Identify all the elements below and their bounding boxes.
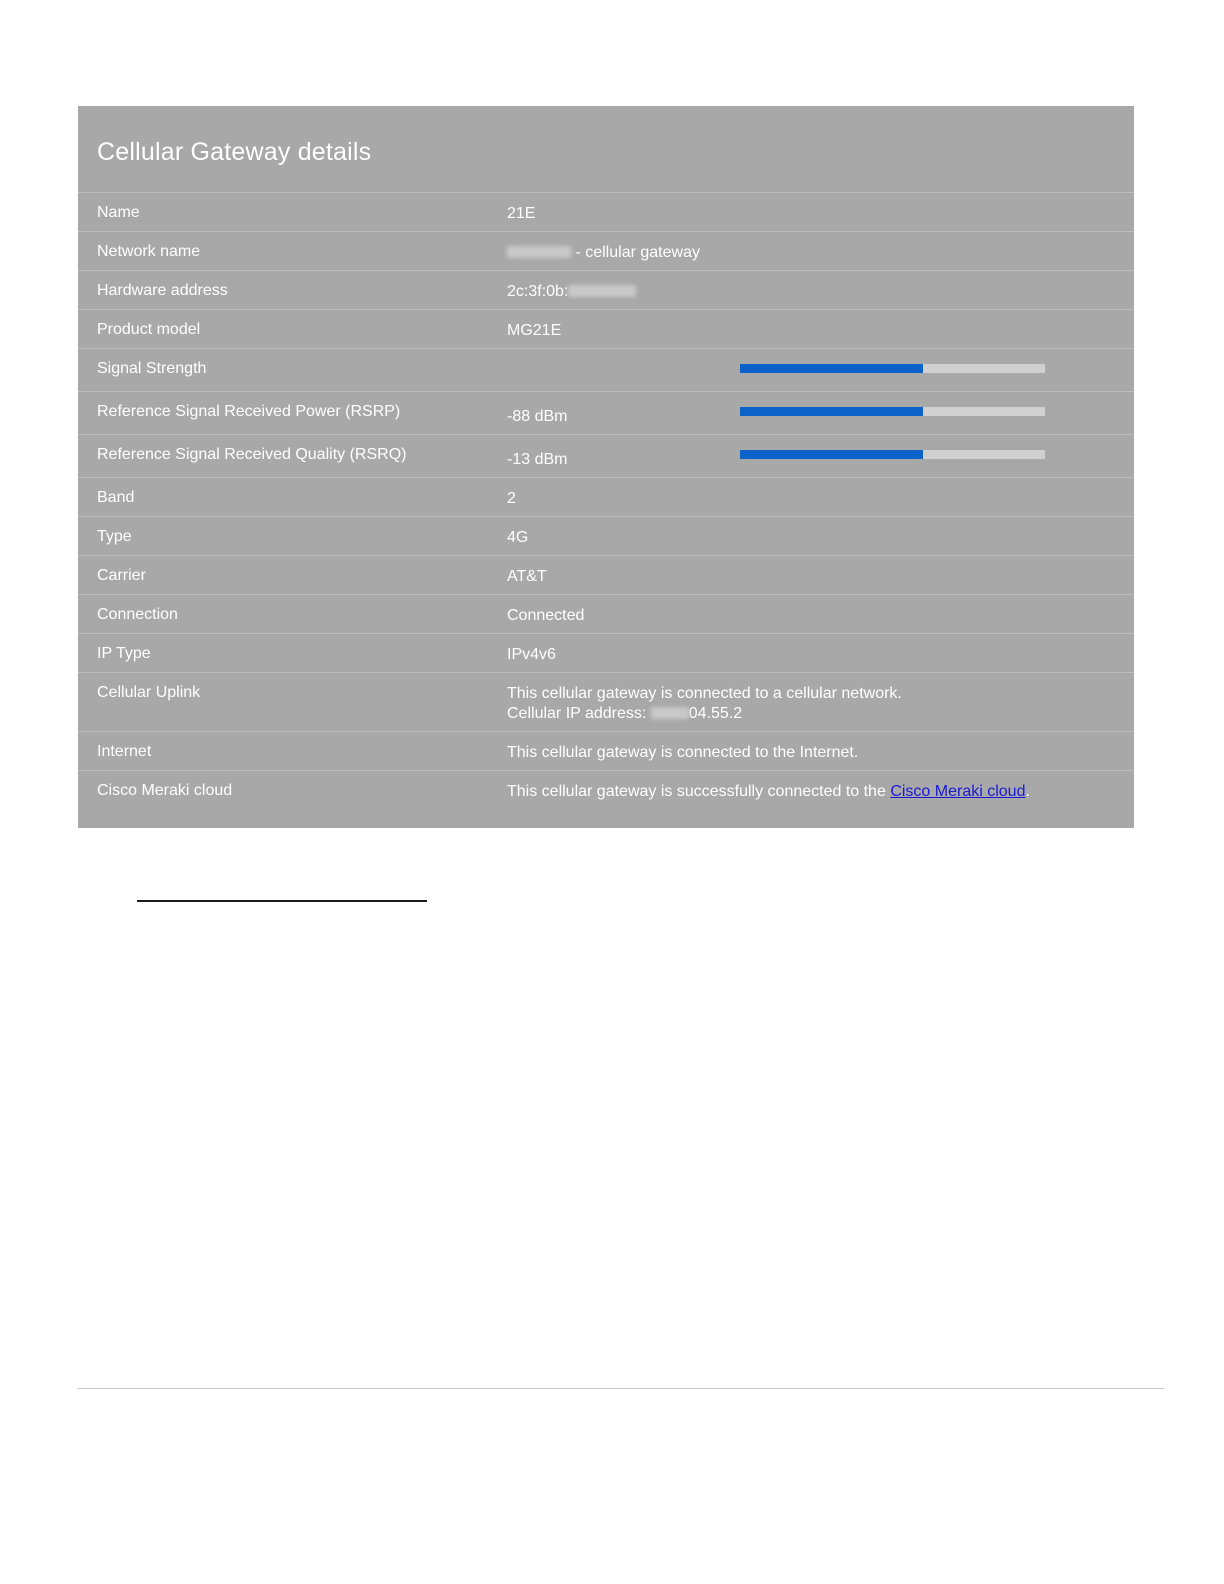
row-value: This cellular gateway is connected to the Internet.	[507, 744, 859, 761]
row-value: IPv4v6	[507, 646, 556, 663]
row-label: Reference Signal Received Quality (RSRQ)	[97, 446, 407, 463]
cellular-ip-suffix: 04.55.2	[688, 705, 743, 722]
row-value: Connected	[507, 607, 585, 624]
row-label: Reference Signal Received Power (RSRP)	[97, 403, 401, 420]
row-name	[78, 192, 1134, 231]
redacted-text	[568, 285, 636, 297]
row-cellular-uplink	[78, 672, 1134, 731]
cellular-ip-label: Cellular IP address:	[507, 705, 647, 722]
row-product-model	[78, 309, 1134, 348]
row-label: Network name	[97, 243, 201, 260]
panel-title: Cellular Gateway details	[97, 138, 372, 166]
rsrp-bar-fill	[740, 407, 923, 416]
row-value-network-name: - cellular gateway	[507, 243, 700, 263]
redacted-text	[651, 707, 689, 719]
row-cisco-meraki-cloud	[78, 770, 1134, 809]
row-label: Product model	[97, 321, 201, 338]
row-type	[78, 516, 1134, 555]
row-value-hardware-address: 2c:3f:0b:	[507, 282, 636, 302]
row-label: IP Type	[97, 645, 151, 662]
row-label: Connection	[97, 606, 178, 623]
cellular-gateway-details-panel	[78, 106, 1134, 828]
row-network-name	[78, 231, 1134, 270]
redacted-text	[507, 246, 571, 258]
details-table	[78, 192, 1134, 809]
row-carrier	[78, 555, 1134, 594]
row-label: Signal Strength	[97, 360, 207, 377]
row-value: MG21E	[507, 322, 562, 339]
uplink-status-text: This cellular gateway is connected to a cellular network.	[507, 685, 902, 702]
rsrq-bar-fill	[740, 450, 923, 459]
row-value: -13 dBm	[507, 451, 568, 468]
signal-strength-bar	[740, 364, 1045, 373]
rsrp-bar	[740, 407, 1045, 416]
row-value: AT&T	[507, 568, 547, 585]
footnote-rule	[137, 900, 427, 902]
row-label: Band	[97, 489, 135, 506]
row-value: -88 dBm	[507, 408, 568, 425]
row-value-cellular-uplink	[507, 684, 902, 724]
rsrq-bar	[740, 450, 1045, 459]
row-hardware-address	[78, 270, 1134, 309]
row-ip-type	[78, 633, 1134, 672]
row-signal-strength	[78, 348, 1134, 391]
row-label: Type	[97, 528, 132, 545]
row-rsrp	[78, 391, 1134, 434]
row-band	[78, 477, 1134, 516]
row-connection	[78, 594, 1134, 633]
row-label: Hardware address	[97, 282, 228, 299]
footer-divider	[78, 1388, 1164, 1389]
row-value: 2	[507, 490, 516, 507]
cisco-meraki-cloud-link[interactable]: Cisco Meraki cloud	[890, 783, 1026, 800]
row-value: 4G	[507, 529, 529, 546]
row-label: Cellular Uplink	[97, 684, 201, 701]
signal-strength-bar-fill	[740, 364, 923, 373]
row-label: Cisco Meraki cloud	[97, 782, 233, 799]
row-rsrq	[78, 434, 1134, 477]
row-internet	[78, 731, 1134, 770]
row-value: 21E	[507, 205, 536, 222]
row-label: Name	[97, 204, 140, 221]
row-label: Carrier	[97, 567, 146, 584]
row-label: Internet	[97, 743, 152, 760]
row-value-meraki-cloud: This cellular gateway is successfully connected to the Cisco Meraki cloud.	[507, 783, 1030, 800]
